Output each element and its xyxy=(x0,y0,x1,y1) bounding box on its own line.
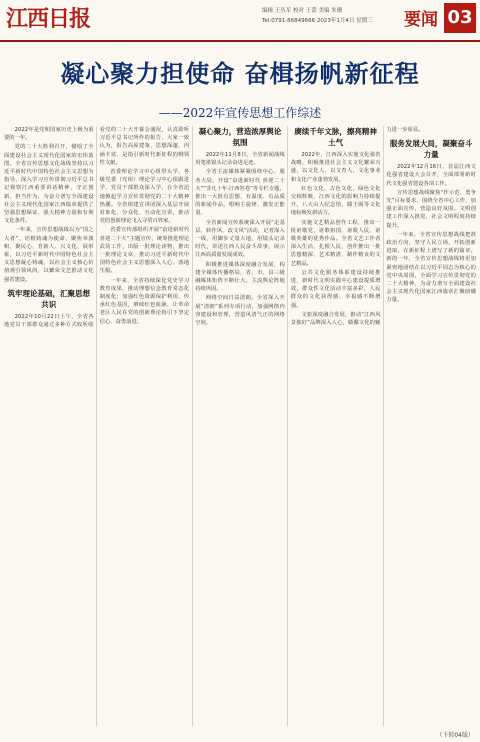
paragraph: 一年来，全省持续深化党史学习教育成果，推动理想信念教育常态化制度化；加强红色资源保护利用，传承红色基因，赓续红色血脉，让革命老区人民在党的创新理论指引下坚定信心、奋勇前进。 xyxy=(99,277,190,325)
paragraph: 省委理论学习中心组带头学，各级党委（党组）理论学习中心组跟进学，党员干部群众深入学，在全省迅速掀起学习宣传贯彻党的二十大精神热潮。全省组建宣讲团深入基层开展对象化、分众化、互动化宣讲，推动党的创新理论飞入寻常百姓家。 xyxy=(99,169,190,225)
page-number: 03 xyxy=(444,3,476,33)
newspaper-logo: 江西日报 xyxy=(6,6,91,32)
paragraph: 2022年11月8日，全省新闻战线用笔墨镜头记录奋进足迹。 xyxy=(195,152,285,167)
section-heading: 筑牢理论基础，汇聚思想共识 xyxy=(7,288,91,309)
paragraph: 2022年，江西深入实施文化强省战略，积极推进社会主义文化繁荣兴盛，以文化人、以文育人，文化事业和文化产业蓬勃发展。 xyxy=(290,152,381,183)
editor-line: 编辑 王丛军 校对 王蕾 美编 朱珊 xyxy=(262,8,343,14)
paragraph: 公共文化服务体系建设持续推进，新时代文明实践中心建设提质增效，群众性文化活动丰富多彩，人民群众的文化获得感、幸福感不断增强。 xyxy=(290,269,381,309)
paragraph: 宣传思想战线聚焦“作示范、勇争先”目标要求，围绕全省中心工作，加强正面宣传，营造良好氛围。文明创建工作深入推进，社会文明程度持续提升。 xyxy=(386,189,476,229)
masthead-meta xyxy=(262,6,402,26)
headline: 凝心聚力担使命 奋楫扬帆新征程 xyxy=(60,59,420,88)
date-line: Tel:0791-86849666 2023年1月4日 星期三 xyxy=(262,18,373,24)
continued-note: （下转04版） xyxy=(436,732,474,739)
section-name: 要闻 xyxy=(404,10,438,30)
paragraph: 积极推进媒体深度融合发展，构建全媒体传播格局，省、市、县三级融媒体矩阵不断壮大，主流舆论阵地持续巩固。 xyxy=(195,261,285,293)
paragraph: 网络空间日益清朗。全省深入开展“清朗”系列专项行动，加强网络内容建设和管理，营造风清气正的网络空间。 xyxy=(195,295,285,327)
paragraph: 2022年是党和国家历史上极为重要的一年。 xyxy=(4,127,94,142)
section-heading: 赓续千年文脉，擦亮精神土气 xyxy=(294,127,377,147)
subheadline: ——2022年宣传思想工作综述 xyxy=(158,106,322,120)
article-body xyxy=(4,126,476,726)
paragraph: 一年来，全省宣传思想战线把准政治方向，坚守人民立场，开拓创新进取，在新征程上谱写了新的篇章。新的一年，全省宣传思想战线将更加紧密地团结在以习近平同志为核心的党中央周围，全面学习宣传贯彻党的二十大精神，为奋力谱写全面建设社会主义现代化国家江西篇章汇聚磅礴力量。 xyxy=(386,231,476,304)
masthead xyxy=(0,0,480,42)
paragraph: 红色文化、古色文化、绿色文化交相辉映，江西文化的影响力持续提升。八大山人纪念馆、滕王阁等文化地标焕发新活力。 xyxy=(290,185,381,217)
paragraph: 2022年10月22日上午，全省各地党员干部群众通过多种方式收听收看党的二十大开幕会盛况，认真聆听习近平总书记所作的报告，大家一致认为，报告高屋建瓴、思想深邃、内涵丰富，是指引新时代新征程的纲领性文献。 xyxy=(4,127,190,329)
section-heading: 凝心聚力，营造浓厚舆论氛围 xyxy=(198,127,282,147)
paragraph: 文旅深度融合发展，推动“江西风景独好”品牌深入人心，赣鄱文化的魅力进一步彰显。 xyxy=(290,127,424,327)
paragraph: 实施文艺精品创作工程，推出一批讴歌党、讴歌祖国、讴歌人民、讴歌英雄的优秀作品。全省文艺工作者深入生活、扎根人民，创作推出一批思想精深、艺术精湛、制作精良的文艺精品。 xyxy=(290,219,381,267)
paragraph: 一年来，宣传思想战线以为“国之大者”、培根铸魂为使命，聚焦举旗帜、聚民心、育新人、兴文化、展形象，以习近平新时代中国特色社会主义思想凝心铸魂，以社会主义核心价值观引领风尚，以繁荣文艺推动文化强省建设。 xyxy=(4,227,94,283)
paragraph: 省委宣传部组织开展“奋进新时代 喜迎二十大”主题宣传，统筹推进理论武装工作，出版一批理论读物，推出一批理论文章，推动习近平新时代中国特色社会主义思想深入人心、落地生根。 xyxy=(99,227,190,275)
paragraph: 全省新闻宣传系统深入开展“走基层、转作风、改文风”活动，记者深入一线，用脚步丈量大地，用镜头记录时代，讲述江西人民奋斗故事，展示江西高质量发展成效。 xyxy=(195,219,285,259)
section-heading: 服务发展大局，凝聚奋斗力量 xyxy=(389,139,473,160)
paragraph: 全省主流媒体紧紧围绕中心、服务大局，开设“奋进新时代 喜迎二十大”“非凡十年·江西答卷”等专栏专题，推出一大批有思想、有温度、有品质的新闻作品，唱响主旋律、激发正能量。 xyxy=(195,169,285,217)
paragraph: 2022年12月16日，首届江西文化强省建设大会召开，全面部署新时代文化强省建设各项工作。 xyxy=(386,164,476,187)
paragraph: 党的二十大胜利召开，描绘了全面建设社会主义现代化国家的宏伟蓝图。全省宣传思想文化战线坚持以习近平新时代中国特色社会主义思想为指导，深入学习宣传贯彻习近平总书记视察江西重要讲话精神，守正创新、担当作为，为奋力谱写全面建设社会主义现代化国家江西篇章提供了坚强思想保证、强大精神力量和有利文化条件。 xyxy=(4,144,94,225)
